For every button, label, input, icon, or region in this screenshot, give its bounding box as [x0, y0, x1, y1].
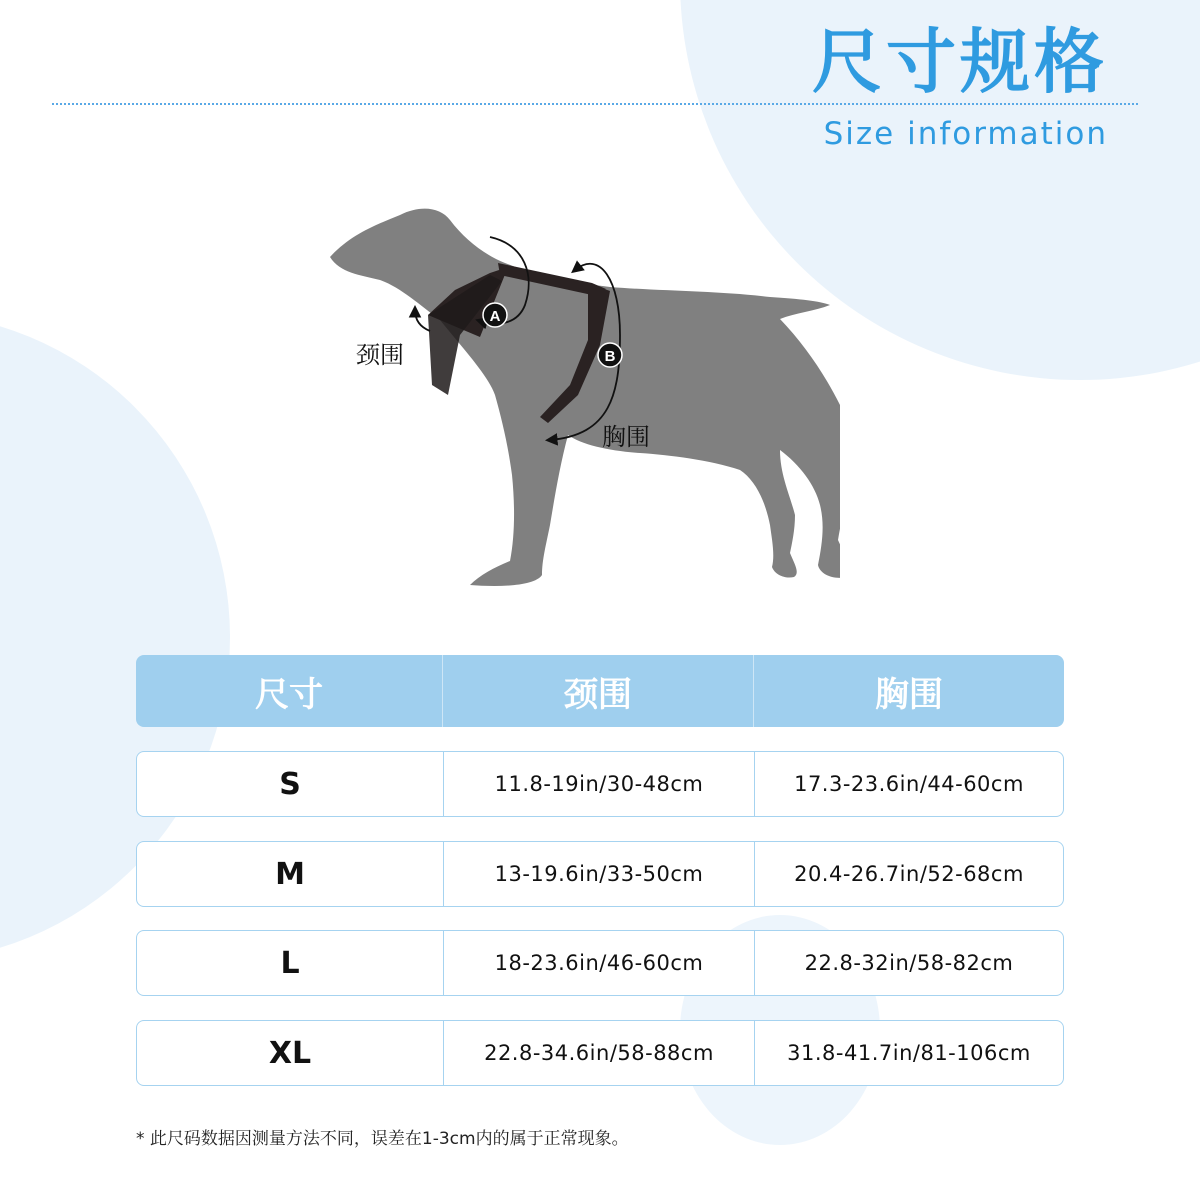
- marker-a-label: A: [489, 308, 501, 325]
- size-table-header: [136, 655, 1064, 727]
- row-size: S: [279, 766, 301, 802]
- title-divider: [52, 103, 1138, 105]
- marker-b: [598, 343, 622, 367]
- page-title: 尺寸规格: [812, 21, 1108, 103]
- row-size: XL: [268, 1035, 312, 1071]
- dog-harness-illustration: [320, 195, 840, 595]
- row-neck: 11.8-19in/30-48cm: [443, 752, 754, 816]
- row-size: L: [280, 945, 300, 981]
- table-row: [136, 841, 1064, 907]
- row-size: M: [275, 856, 305, 892]
- table-row: [136, 751, 1064, 817]
- neck-label: 颈围: [356, 341, 404, 369]
- page-subtitle: Size information: [823, 116, 1108, 152]
- neck-arrow-lower-icon: [415, 310, 430, 331]
- row-chest: 20.4-26.7in/52-68cm: [754, 842, 1063, 906]
- row-neck: 13-19.6in/33-50cm: [443, 842, 754, 906]
- row-neck: 22.8-34.6in/58-88cm: [443, 1021, 754, 1085]
- table-row: [136, 930, 1064, 996]
- marker-b-label: B: [604, 348, 616, 365]
- footnote: * 此尺码数据因测量方法不同，误差在1-3cm内的属于正常现象。: [136, 1129, 629, 1149]
- header-size: 尺寸: [255, 674, 323, 715]
- row-chest: 17.3-23.6in/44-60cm: [754, 752, 1063, 816]
- table-row: [136, 1020, 1064, 1086]
- row-neck: 18-23.6in/46-60cm: [443, 931, 754, 995]
- header-neck: 颈围: [442, 655, 753, 727]
- marker-a: [483, 303, 507, 327]
- row-chest: 22.8-32in/58-82cm: [754, 931, 1063, 995]
- chest-label: 胸围: [602, 423, 650, 451]
- header-chest: 胸围: [753, 655, 1064, 727]
- row-chest: 31.8-41.7in/81-106cm: [754, 1021, 1063, 1085]
